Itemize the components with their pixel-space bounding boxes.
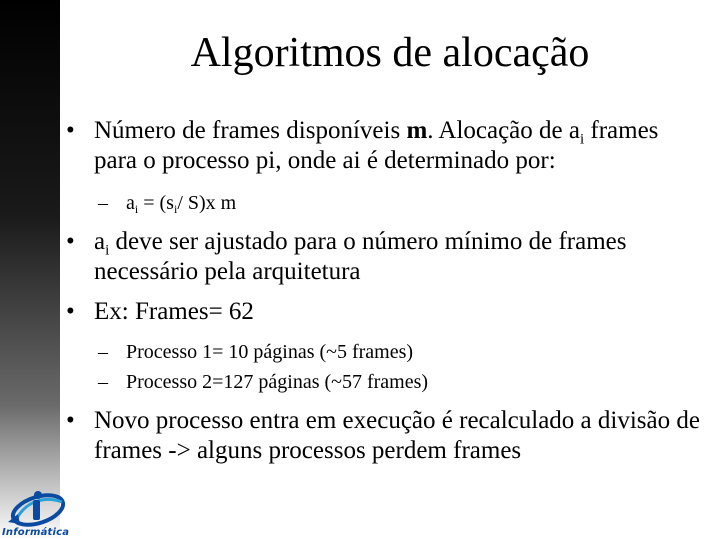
bullet-4 [66,406,706,466]
bullet-2-text: $a_i$ deve ser ajustado para o número mínimo de frames necessário pela arquitetura [94,228,627,285]
logo-text: Informática [2,527,70,538]
process-2-text: Processo 2=127 páginas (~57 frames) [126,371,429,393]
bullet-dot: • [66,228,75,255]
dash-marker: – [98,341,108,363]
bullet-1-text: Número de frames disponíveis m. Alocação de $a_i$ frames para o processo pi, onde ai é determinado por: [94,117,659,174]
dash-marker: – [98,192,108,214]
bullet-dot: • [66,298,75,325]
slide-title: Algoritmos de alocação [190,30,590,76]
process-2-subbullet [98,369,698,395]
bullet-dot: • [66,407,75,434]
process-1-subbullet [98,339,698,365]
bullet-3 [66,297,706,327]
process-1-text: Processo 1= 10 páginas (~5 frames) [126,341,414,363]
bullet-dot: • [66,117,75,144]
bullet-2 [66,227,706,287]
formula-subbullet [98,190,698,216]
bullet-4-text: Novo processo entra em execução é recalculado a divisão de frames -> alguns processos perdem frames [94,407,700,464]
left-dark-sidebar [0,0,60,540]
bullet-3-text: Ex: Frames= 62 [94,298,254,325]
formula-text: $a_i = (s_i/$ S)x m [126,192,237,217]
dash-marker: – [98,371,108,393]
bullet-1 [66,116,706,176]
